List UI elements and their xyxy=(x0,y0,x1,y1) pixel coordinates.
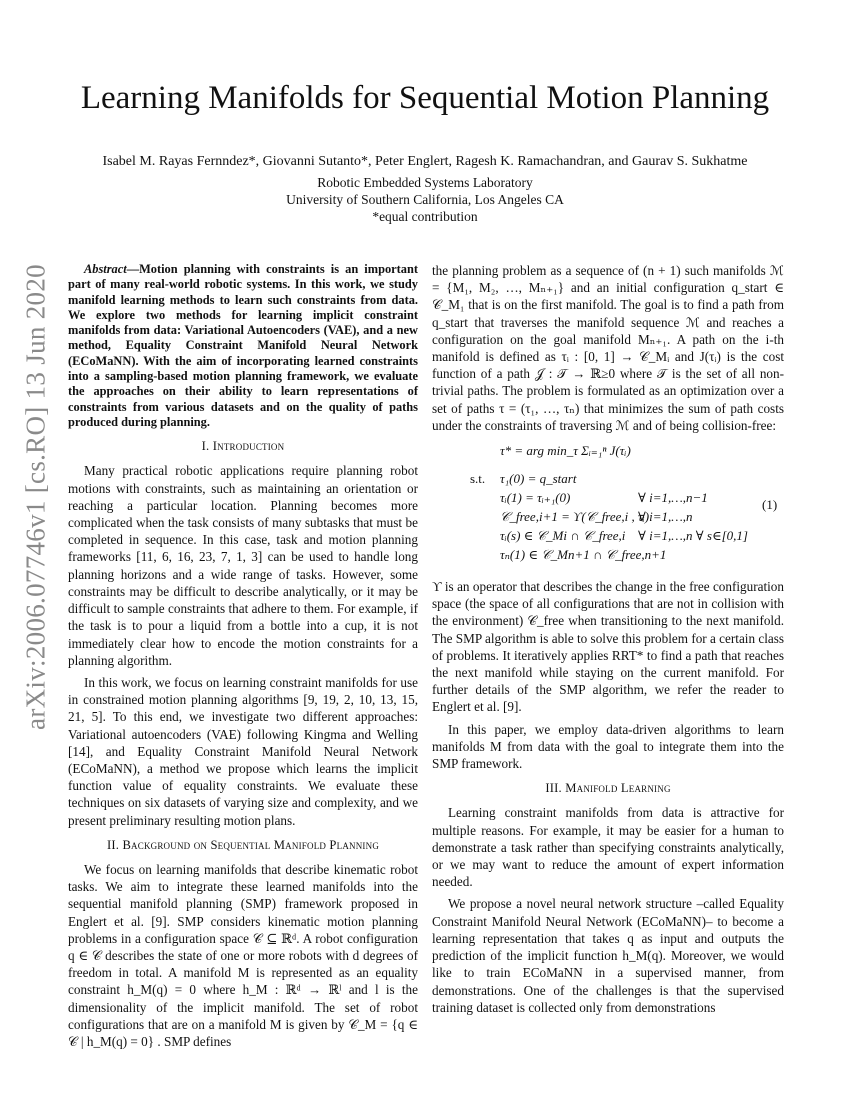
arxiv-stamp xyxy=(14,264,58,730)
equation-number: (1) xyxy=(762,497,778,513)
intro-paragraph-1: Many practical robotic applications require planning robot motions with constraints, such as maintaining an orientation or reaching a particular location. Planning becomes more complicated when the task consists of many subtasks that must be completed in sequence. In this case, task and motion planning frameworks [11, 6, 16, 23, 7, 1, 3] can be used to handle long planning horizons and a wide range of tasks. However, some constraints may be difficult to describe analytically, or it may be difficult to sample constraints that adhere to them. For example, if the task is to pour a liquid from a bottle into a cup, it is not immediately clear how to encode the motion constraints for a planning algorithm. xyxy=(68,463,418,668)
equation-constraint-3: 𝒞_free,i+1 = ϒ(𝒞_free,i , τᵢ) xyxy=(500,509,650,525)
intro-paragraph-2: In this work, we focus on learning constraint manifolds for use in constrained motion planning algorithms [9, 19, 2, 10, 13, 15, 21, 5]. To this end, we investigate two different approaches: Variational autoencoders (VAE) following Kingma and Welling [14], and Equality Constraint Manifold Neural Network (ECoMaNN), a method we propose which learns the implicit function value of equality constraints. We evaluate these techniques on six datasets of varying size and complexity, and we present preliminary resulting motion plans. xyxy=(68,674,418,828)
section-heading-background: II. Background on Sequential Manifold Planning xyxy=(106,837,380,852)
equation-constraint-4: τᵢ(s) ∈ 𝒞_Mi ∩ 𝒞_free,i xyxy=(500,528,626,544)
equation-constraint-4-quantifier: ∀ i=1,…,n ∀ s∈[0,1] xyxy=(638,528,748,544)
right-column xyxy=(432,262,784,1021)
equation-constraint-2: τᵢ(1) = τᵢ₊₁(0) xyxy=(500,490,571,506)
paper-title: Learning Manifolds for Sequential Motion Planning xyxy=(80,80,770,116)
equation-objective: τ* = arg min_τ Σᵢ₌₁ⁿ J(τᵢ) xyxy=(500,443,631,459)
equation-st-label: s.t. xyxy=(470,471,486,487)
left-column xyxy=(68,262,418,1055)
section-heading-manifold-learning: III. Manifold Learning xyxy=(545,781,671,796)
abstract-text: —Motion planning with constraints is an important part of many real-world robotic systems. In this work, we study manifold learning methods to learn such constraints from data. We explore two methods for learning implicit constraint manifolds from data: Variational Autoencoders (VAE), and a new method, Equality Constraint Manifold Neural Network (ECoMaNN). With the aim of incorporating learned constraints into a sampling-based motion planning framework, we evaluate the approaches on their ability to learn representations of constraints from various datasets and on the quality of paths produced during planning. xyxy=(68,262,418,429)
affiliation-university: University of Southern California, Los Angeles CA xyxy=(286,192,564,207)
affiliation-lab: Robotic Embedded Systems Laboratory xyxy=(317,175,533,190)
background-paragraph-2: the planning problem as a sequence of (n + 1) such manifolds ℳ = {M₁, M₂, …, Mₙ₊₁} and an initial configuration q_start ∈ 𝒞_M₁ that is on the first manifold. The goal is to find a path from q_start that traverses the manifold sequence ℳ and reaches a configuration on the goal manifold Mₙ₊₁. A path on the i-th manifold is defined as τᵢ : [0, 1] → 𝒞_Mᵢ and J(τᵢ) is the cost function of a path 𝒥 : 𝒯 → ℝ≥0 where 𝒯 is the set of all non-trivial paths. The problem is formulated as an optimization over a set of paths τ = (τ₁, …, τₙ) that minimizes the sum of path costs under the constraints of traversing ℳ and of being collision-free: xyxy=(432,263,784,433)
abstract-label: Abstract xyxy=(84,262,127,276)
equation-1 xyxy=(432,442,784,572)
background-paragraph-1: We focus on learning manifolds that describe kinematic robot tasks. We aim to integrate these learned manifolds into the sequential manifold planning (SMP) framework proposed in Englert et al. [9]. SMP considers kinematic motion planning problems in a configuration space 𝒞 ⊆ ℝᵈ. A robot configuration q ∈ 𝒞 describes the state of one or more robots with d degrees of freedom in total. A manifold M is represented as an equality constraint h_M(q) = 0 where h_M : ℝᵈ → ℝˡ and l is the dimensionality of the implicit manifold. The set of robot configurations that are on a manifold M is given by 𝒞_M = {q ∈ 𝒞 | h_M(q) = 0} . SMP defines xyxy=(68,861,418,1049)
equation-constraint-3-quantifier: ∀ i=1,…,n xyxy=(638,509,693,525)
equation-constraint-2-quantifier: ∀ i=1,…,n−1 xyxy=(638,490,708,506)
equation-constraint-5: τₙ(1) ∈ 𝒞_Mn+1 ∩ 𝒞_free,n+1 xyxy=(500,547,667,563)
author-list: Isabel M. Rayas Fernndez*, Giovanni Sutanto*, Peter Englert, Ragesh K. Ramachandran, and Gaurav S. Sukhatme xyxy=(102,154,748,169)
background-paragraph-4: In this paper, we employ data-driven algorithms to learn manifolds M from data with the goal to integrate them into the SMP framework. xyxy=(432,721,784,772)
manifold-paragraph-2: We propose a novel neural network structure –called Equality Constraint Manifold Neural Network (ECoMaNN)– to become a learning representation that takes q as input and outputs the prediction of the implicit function h_M(q). Moreover, we would like to train ECoMaNN in a supervised manner, from demonstrations. One of the challenges is that the supervised training dataset is collected only from demonstrations xyxy=(432,896,784,1015)
section-heading-introduction: I. Introduction xyxy=(201,439,285,454)
equation-constraint-1: τ₁(0) = q_start xyxy=(500,471,577,487)
manifold-paragraph-1: Learning constraint manifolds from data is attractive for multiple reasons. For example, it may be easier for a human to demonstrate a task rather than specifying constraints analytically, or we may want to reduce the amount of expert information needed. xyxy=(432,805,784,890)
arxiv-stamp-text: arXiv:2006.07746v1 [cs.RO] 13 Jun 2020 xyxy=(20,264,51,730)
equal-contribution-note: *equal contribution xyxy=(372,209,478,224)
background-paragraph-3: ϒ is an operator that describes the change in the free configuration space (the space of all configurations that are not in collision with the environment) 𝒞_free when transitioning to the next manifold. The SMP algorithm is able to solve this problem for a certain class of problems. It iteratively applies RRT* to find a path that reaches the next manifold while staying on the current manifold. For further details of the SMP algorithm, we refer the reader to Englert et al. [9]. xyxy=(432,579,784,715)
abstract xyxy=(68,262,418,430)
